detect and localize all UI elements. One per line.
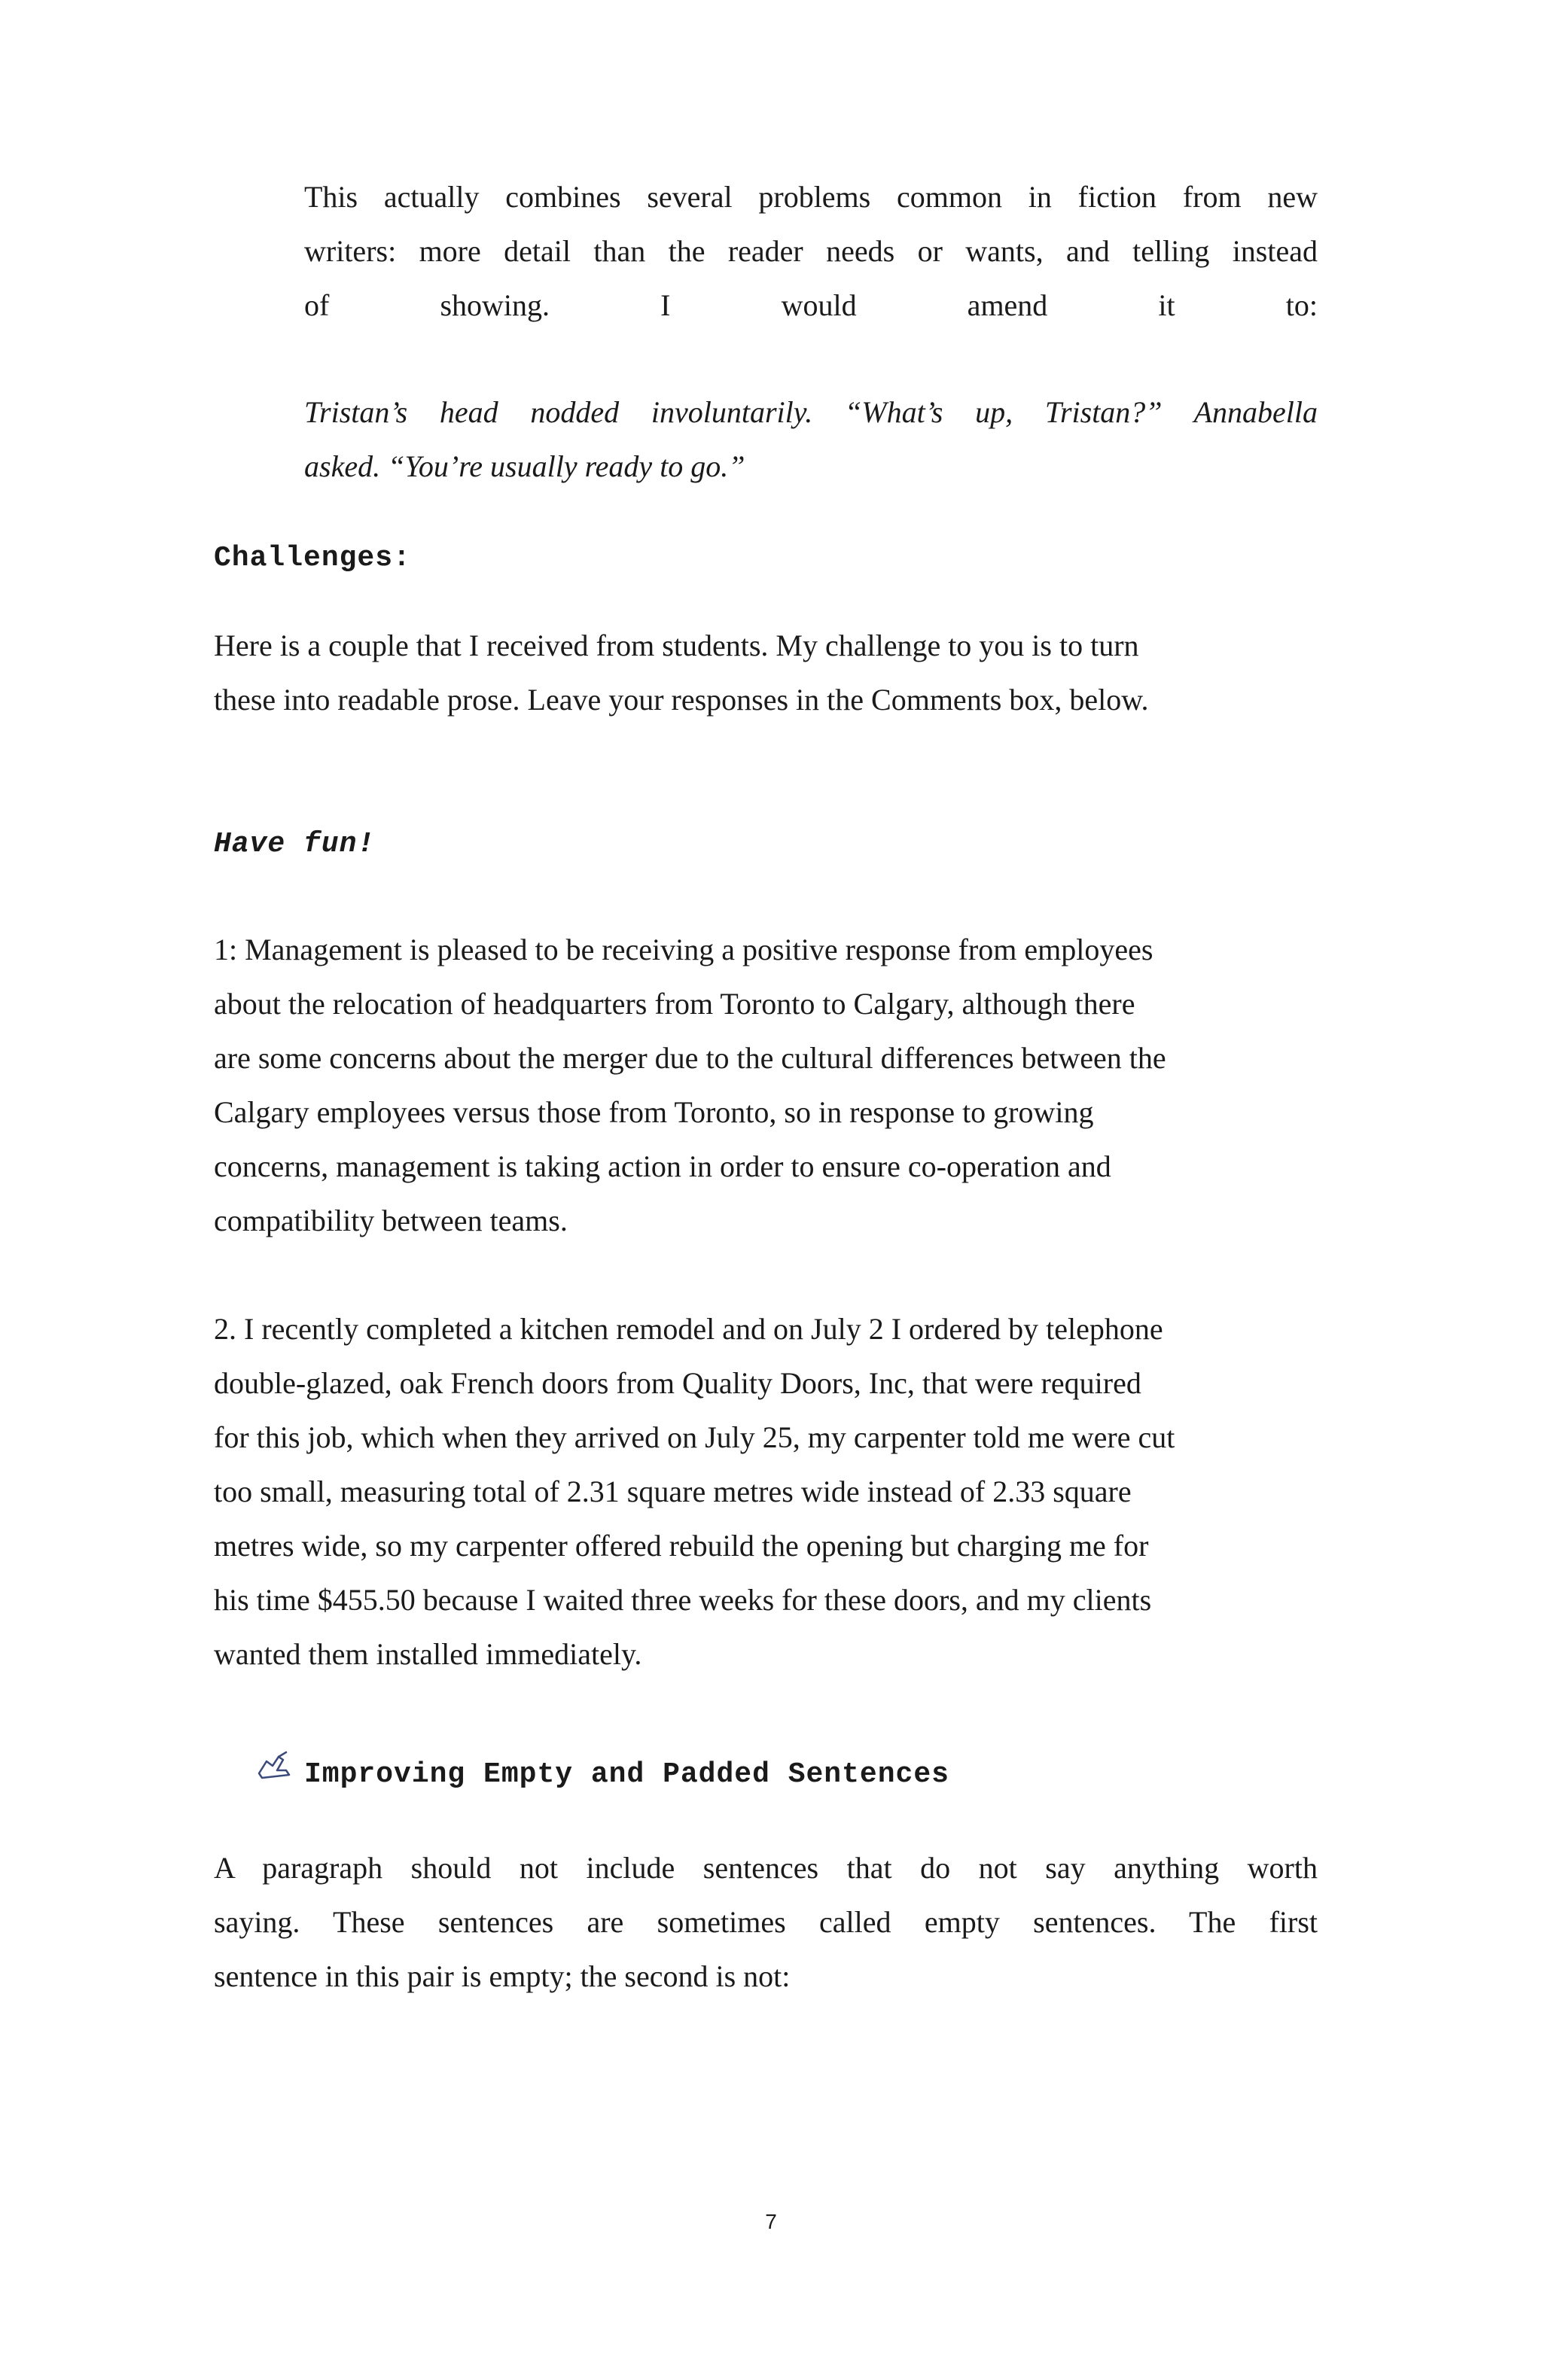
example-2-line-7: wanted them installed immediately. bbox=[214, 1637, 642, 1671]
example-2-line-5: metres wide, so my carpenter offered rebuild the opening but charging me for bbox=[214, 1529, 1149, 1563]
intro-line-3: of showing. I would amend it to: bbox=[304, 288, 1318, 322]
challenges-intro bbox=[214, 619, 1318, 727]
example-2-line-1: 2. I recently completed a kitchen remodel and on July 2 I ordered by telephone bbox=[214, 1312, 1163, 1346]
challenges-intro-line-1: Here is a couple that I received from students. My challenge to you is to turn bbox=[214, 628, 1139, 662]
section-line-1: A paragraph should not include sentences that do not say anything worth bbox=[214, 1851, 1318, 1885]
example-1-line-1: 1: Management is pleased to be receiving a positive response from employees bbox=[214, 933, 1153, 966]
example-2-line-2: double-glazed, oak French doors from Quality Doors, Inc, that were required bbox=[214, 1366, 1141, 1400]
amended-line-2: asked. “You’re usually ready to go.” bbox=[304, 449, 745, 483]
example-1-line-6: compatibility between teams. bbox=[214, 1204, 568, 1237]
example-1-line-3: are some concerns about the merger due to the cultural differences between the bbox=[214, 1041, 1166, 1075]
challenges-heading: Challenges: bbox=[214, 542, 411, 574]
have-fun-heading: Have fun! bbox=[214, 828, 376, 860]
amended-example bbox=[304, 385, 1318, 494]
example-1-line-2: about the relocation of headquarters from Toronto to Calgary, although there bbox=[214, 987, 1135, 1021]
intro-line-2: writers: more detail than the reader needs or wants, and telling instead bbox=[304, 234, 1318, 268]
intro-line-1: This actually combines several problems common in fiction from new bbox=[304, 180, 1318, 214]
section-line-3: sentence in this pair is empty; the second is not: bbox=[214, 1959, 791, 1993]
example-1 bbox=[214, 923, 1318, 1248]
section-heading: Improving Empty and Padded Sentences bbox=[304, 1758, 949, 1791]
section-line-2: saying. These sentences are sometimes called empty sentences. The first bbox=[214, 1905, 1318, 1939]
intro-paragraph bbox=[304, 170, 1318, 333]
example-2-line-6: his time $455.50 because I waited three weeks for these doors, and my clients bbox=[214, 1583, 1152, 1617]
writing-hand-icon bbox=[256, 1751, 292, 1781]
amended-line-1: Tristan’s head nodded involuntarily. “What’s up, Tristan?” Annabella bbox=[304, 395, 1318, 429]
section-paragraph bbox=[214, 1841, 1318, 2004]
page-number: 7 bbox=[765, 2210, 777, 2233]
example-1-line-5: concerns, management is taking action in order to ensure co-operation and bbox=[214, 1149, 1111, 1183]
example-1-line-4: Calgary employees versus those from Toronto, so in response to growing bbox=[214, 1095, 1094, 1129]
example-2-line-3: for this job, which when they arrived on July 25, my carpenter told me were cut bbox=[214, 1420, 1175, 1454]
example-2 bbox=[214, 1302, 1318, 1682]
example-2-line-4: too small, measuring total of 2.31 square metres wide instead of 2.33 square bbox=[214, 1475, 1132, 1508]
challenges-intro-line-2: these into readable prose. Leave your responses in the Comments box, below. bbox=[214, 683, 1149, 717]
